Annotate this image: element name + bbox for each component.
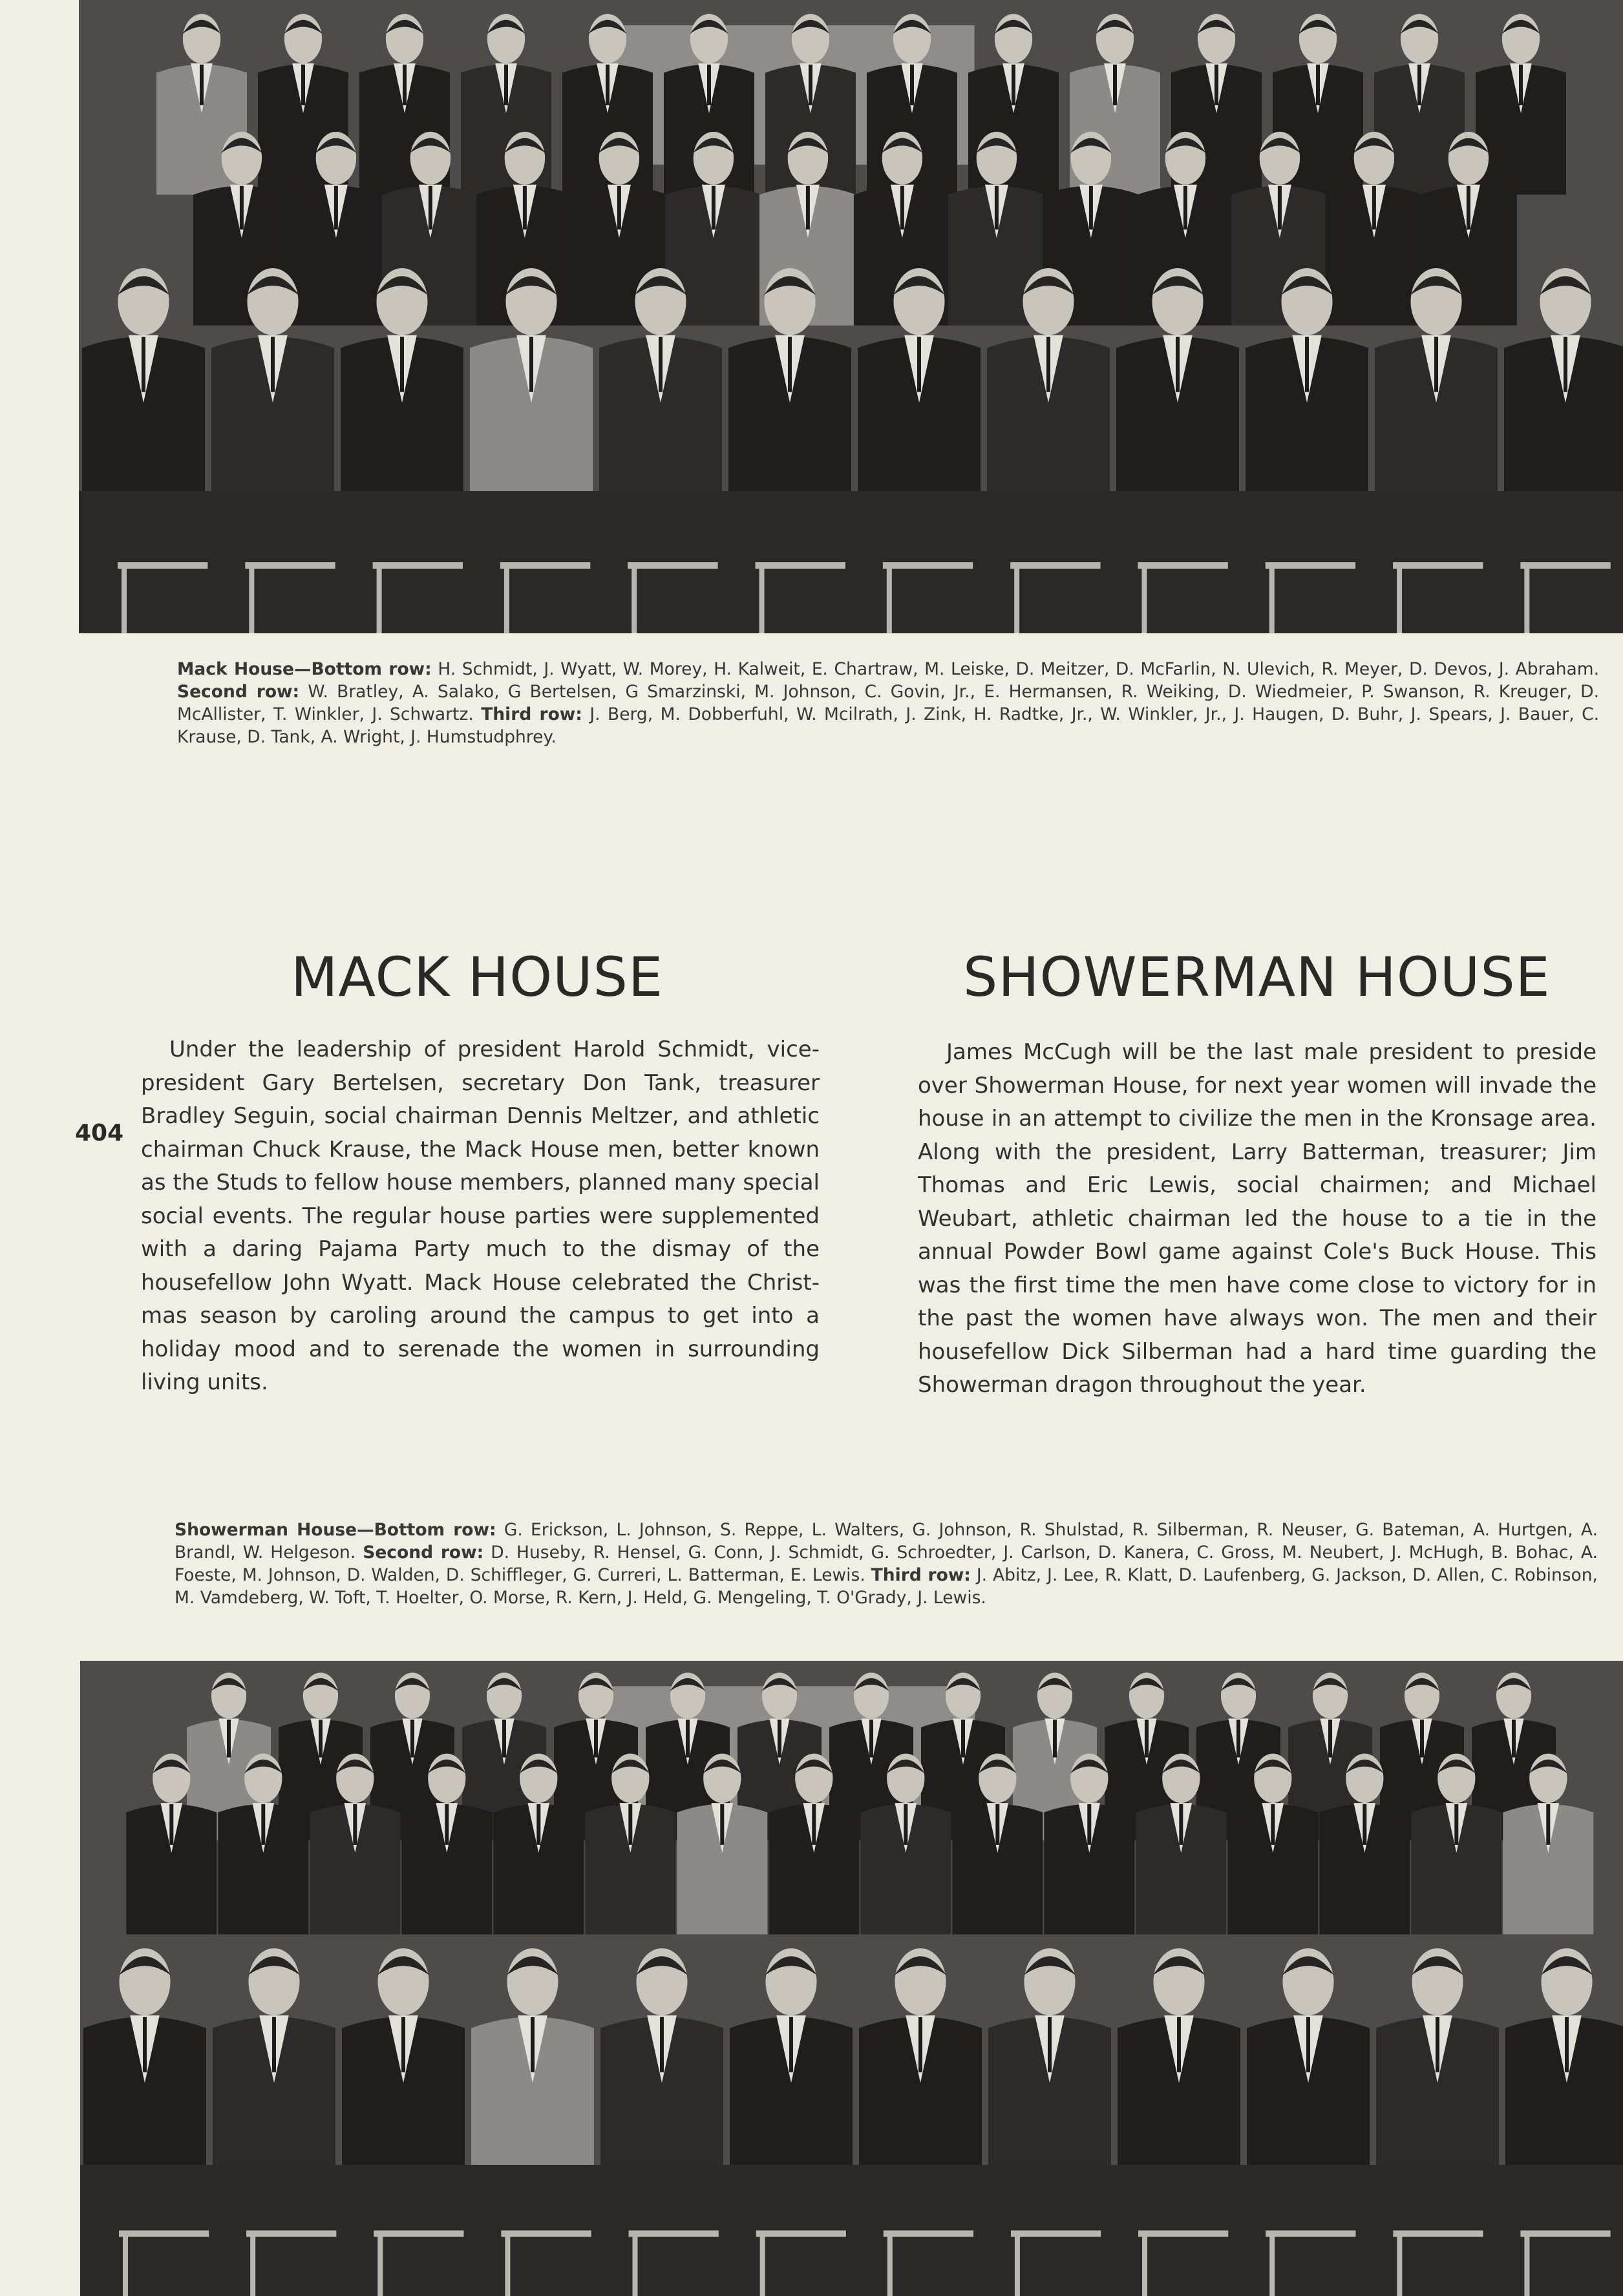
showerman-caption-bottom-label: Showerman House—Bottom row: bbox=[175, 1520, 496, 1540]
mack-house-heading: MACK HOUSE bbox=[291, 945, 664, 1009]
showerman-house-article: James McCugh will be the last male president to preside over Showerman House, for next year women will invade the house in an attempt to civilize the men in the Kronsage area. Along with the president, Larry Batterman, treasurer; Jim Thomas and Eric Lewis, social chairmen; and Michael Weubart, athletic chairman led the house to a tie in the annual Powder Bowl game against Cole's Buck House. This was the first time the men have come close to victory for in the past the women have always won. The men and their housefellow Dick Silberman had a hard time guarding the Showerman dragon throughout the year. bbox=[918, 1039, 1596, 1398]
mack-caption-second-names: W. Bratley, A. Salako, G Bertelsen, G Smarzinski, M. Johnson, C. Govin, Jr., E. Hermansen, R. Weiking, D. Wiedmeier, P. Swanson, R. Kreuger, D. McAllister, T. Winkler, J. Schwartz. bbox=[177, 682, 1599, 724]
showerman-house-heading: SHOWERMAN HOUSE bbox=[963, 945, 1551, 1009]
showerman-caption-bottom-names: G. Erickson, L. Johnson, S. Reppe, L. Walters, G. Johnson, R. Shulstad, R. Silberman, R. Neuser, G. Bateman, A. Hurtgen, A. Brandl, W. Helgeson. bbox=[175, 1520, 1598, 1563]
mack-house-article: Under the leadership of president Harold Schmidt, vice-president Gary Bertelsen, secretary Don Tank, treasurer Bradley Seguin, social chairman Dennis Meltzer, and athletic chairman Chuck Krause, the Mack House men, better known as the Studs to fellow house members, planned many special social events. The regular house parties were supplemented with a daring Pajama Party much to the dismay of the housefellow John Wyatt. Mack House celebrated the Christ-mas season by caroling around the campus to get into a holiday mood and to serenade the women in surrounding living units. bbox=[141, 1037, 820, 1395]
showerman-caption-third-names: J. Abitz, J. Lee, R. Klatt, D. Laufenberg, G. Jackson, D. Allen, C. Robinson, M. Vamdeberg, W. Toft, T. Hoelter, O. Morse, R. Kern, J. Held, G. Mengeling, T. O'Grady, J. Lewis. bbox=[175, 1565, 1598, 1608]
showerman-house-caption bbox=[175, 1519, 1598, 1609]
mack-caption-third-names: J. Berg, M. Dobberfuhl, W. Mcilrath, J. Zink, H. Radtke, Jr., W. Winkler, Jr., J. Haugen, D. Buhr, J. Spears, J. Bauer, C. Krause, D. Tank, A. Wright, J. Humstudphrey. bbox=[177, 704, 1599, 747]
showerman-caption-second-names: D. Huseby, R. Hensel, G. Conn, J. Schmidt, G. Schroedter, J. Carlson, D. Kanera, C. Gross, M. Neubert, J. McHugh, B. Bohac, A. Foeste, M. Johnson, D. Walden, D. Schiffleger, G. Curreri, L. Batterman, E. Lewis. bbox=[175, 1543, 1598, 1585]
mack-house-group-photo bbox=[79, 0, 1623, 633]
mack-caption-bottom-label: Mack House—Bottom row: bbox=[177, 659, 432, 679]
mack-caption-bottom-names: H. Schmidt, J. Wyatt, W. Morey, H. Kalweit, E. Chartraw, M. Leiske, D. Meitzer, D. McFarlin, N. Ulevich, R. Meyer, D. Devos, J. Abraham. bbox=[431, 659, 1599, 679]
mack-caption-second-label: Second row: bbox=[177, 682, 300, 702]
showerman-caption-second-label: Second row: bbox=[363, 1543, 484, 1563]
showerman-caption-third-label: Third row: bbox=[871, 1565, 971, 1585]
page-number: 404 bbox=[75, 1120, 124, 1146]
mack-house-caption bbox=[177, 658, 1599, 748]
mack-caption-third-label: Third row: bbox=[481, 704, 582, 724]
showerman-house-group-photo bbox=[80, 1661, 1623, 2296]
